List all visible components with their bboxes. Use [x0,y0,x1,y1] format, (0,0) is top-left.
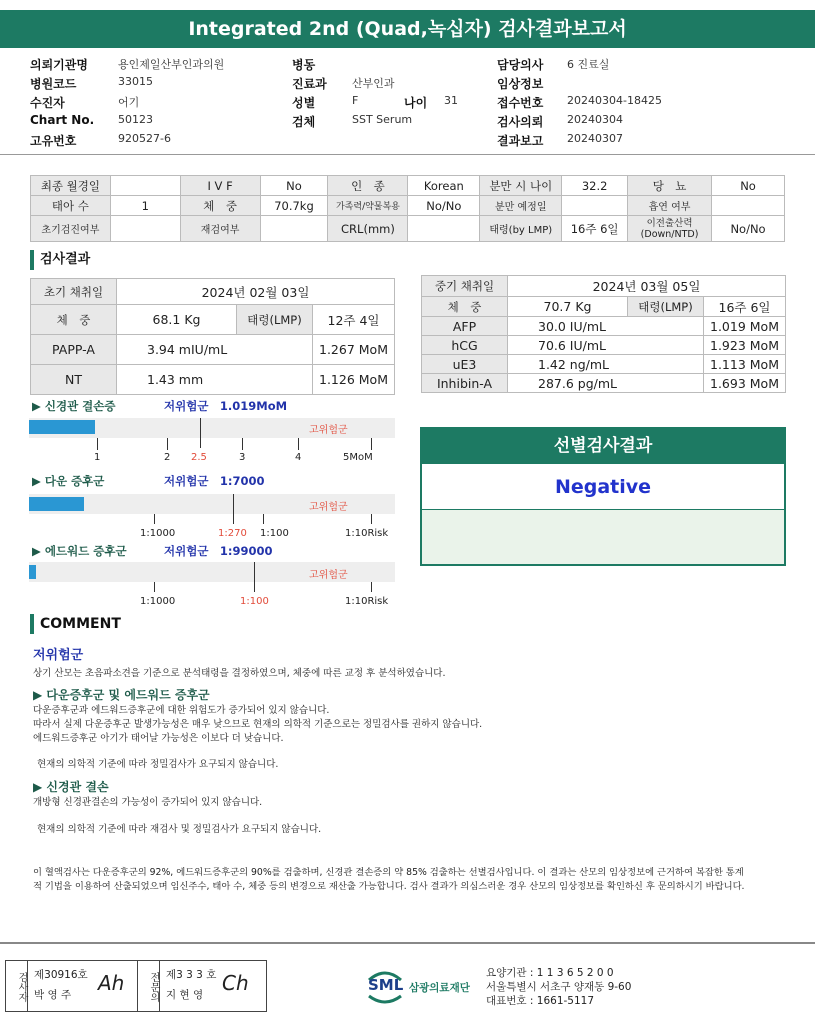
screening-title: 선별검사결과 [422,429,784,464]
tick-mark [371,582,372,592]
cell: 인 종 [328,176,408,196]
comment-down-title: ▶ 다운증후군 및 에드워드 증후군 [33,688,210,702]
edwards-tick: 1:1000 [140,596,176,607]
cell: 287.6 pg/mL [508,374,704,393]
info-value: 용인제일산부인과의원 [118,58,225,71]
cell: 1.113 MoM [704,355,786,374]
report-title: Integrated 2nd (Quad,녹십자) 검사결과보고서 [0,10,815,48]
info-label: 결과보고 [497,134,544,148]
screening-result: Negative [422,464,784,510]
examiner-license: 제30916호 [34,969,88,981]
info-value: SST Serum [352,113,413,126]
org-line: 서울특별시 서초구 양재동 9-60 [486,981,632,993]
cell: AFP [422,317,508,336]
tick-mark [154,514,155,524]
cell: No [712,176,785,196]
cell: 재검여부 [180,216,260,242]
comment-low-risk-text: 상기 산모는 초음파소견을 기준으로 분석태령을 결정하였으며, 체중에 따른 교정 후 분석하였습니다. [33,668,446,679]
cell: 체 중 [422,297,508,317]
cell: 16주 6일 [704,297,786,317]
cell: 태아 수 [31,196,111,216]
cell: 1.267 MoM [313,335,395,365]
comment-title: COMMENT [30,614,121,634]
edwards-tick: 1:10Risk [345,596,389,607]
tick-mark [371,438,372,450]
info-label: 병동 [292,58,316,72]
org-address [486,966,631,1008]
org-line: 대표번호 : 1661-5117 [486,995,595,1007]
down-tick: 1:270 [218,528,247,539]
comment-low-risk: 저위험군 [33,648,84,663]
cell: 1.923 MoM [704,336,786,355]
info-col-1 [30,56,280,151]
cell [260,216,328,242]
comment-ntd-title: ▶ 신경관 결손 [33,780,109,794]
footer-divider [0,942,815,944]
specialist-name: 지 현 영 [166,989,204,1001]
edwards-risk-title: ▶ 에드워드 증후군 [32,544,127,558]
ntd-tick: 4 [295,452,302,463]
comment-down-note: 현재의 의학적 기준에 따라 정밀검사가 요구되지 않습니다. [37,759,279,770]
cell [562,196,628,216]
info-col-2 [292,56,492,132]
org-line: 요양기관 : 1 1 3 6 5 2 0 0 [486,967,614,979]
down-tick: 1:1000 [140,528,176,539]
tick-mark [371,514,372,524]
cell: 흡연 여부 [628,196,712,216]
cell: 1.693 MoM [704,374,786,393]
results-title: 검사결과 [30,250,90,270]
cell: 가족력/약물복용 [328,196,408,216]
age-value: 31 [444,94,458,107]
first-trimester-table [30,278,395,395]
info-label: 검체 [292,115,316,129]
comment-down-line: 따라서 실제 다운증후군 발생가능성은 매우 낮으므로 현재의 의학적 기준으로는 정밀검사를 권하지 않습니다. [33,719,483,730]
cell: CRL(mm) [328,216,408,242]
examiner-signature: Ah [98,971,125,995]
cell: 16주 6일 [562,216,628,242]
cell: 1.019 MoM [704,317,786,336]
down-risk-bar [29,494,395,514]
edwards-risk-bar [29,562,395,582]
cell: 초기 채취일 [31,279,117,305]
cell: 70.7kg [260,196,328,216]
cell [712,196,785,216]
cell: I V F [180,176,260,196]
cell [110,176,180,196]
cell: NT [31,365,117,395]
info-label: 접수번호 [497,96,544,110]
org-name: 삼광의료재단 [409,982,470,994]
cell: No/No [712,216,785,242]
info-label: 의뢰기관명 [30,58,88,72]
examiner-name: 박 영 주 [34,989,72,1001]
info-label: 임상정보 [497,77,544,91]
cell: 70.7 Kg [508,297,628,317]
divider [0,154,815,155]
cell: 30.0 IU/mL [508,317,704,336]
signature-box [5,960,267,1012]
tick-mark [167,438,168,450]
ntd-risk-bar [29,418,395,438]
cell [110,216,180,242]
examiner-label: 검사자 [6,961,28,1011]
cutoff-line [254,562,255,592]
edwards-risk-result: 저위험군 1:99000 [164,544,273,558]
cell: 최종 월경일 [31,176,111,196]
cell: 태령(LMP) [237,305,313,335]
ntd-high-label: 고위험군 [309,425,348,436]
second-trimester-table [421,275,786,393]
cell: 2024년 02월 03일 [117,279,395,305]
down-high-label: 고위험군 [309,502,348,513]
screening-footer [422,510,784,564]
cell: 체 중 [180,196,260,216]
cell [408,216,480,242]
cell: 분만 시 나이 [480,176,562,196]
tick-mark [263,514,264,524]
info-label: 담당의사 [497,58,544,72]
comment-down-line: 에드워드증후군 아기가 태어날 가능성은 이보다 더 낮습니다. [33,733,284,744]
clinical-table [30,175,785,242]
specialist-label: 전문의 [138,961,160,1011]
cell: 체 중 [31,305,117,335]
cell: 태령(LMP) [628,297,704,317]
cell: 분만 예정일 [480,196,562,216]
cell: hCG [422,336,508,355]
specialist-signature: Ch [222,971,249,995]
tick-mark [242,438,243,450]
cell: No [260,176,328,196]
disclaimer-line: 적 기법을 이용하여 산출되었으며 임신주수, 태아 수, 체중 등의 변경으로 재산출 가능합니다. 검사 결과가 의심스러운 경우 산모의 임상정보를 확인하신 후 문의하시기 바랍니다. [33,881,745,892]
info-label: 성별 [292,96,316,110]
specialist-info [160,961,266,1011]
info-value: 20240304-18425 [567,94,662,107]
info-label: 검사의뢰 [497,115,544,129]
ntd-risk-title: ▶ 신경관 결손증 [32,399,116,413]
cell: 이전출산력 (Down/NTD) [628,216,712,242]
cell: 태령(by LMP) [480,216,562,242]
specialist-license: 제3 3 3 호 [166,969,217,981]
examiner-info [28,961,138,1011]
cell: 68.1 Kg [117,305,237,335]
info-value: 50123 [118,113,153,126]
info-value: F [352,94,359,107]
screening-box [420,427,786,566]
cell: uE3 [422,355,508,374]
info-label: 수진자 [30,96,65,110]
cell: 중기 채취일 [422,276,508,297]
info-label: 고유번호 [30,134,77,148]
cell: 1.126 MoM [313,365,395,395]
tick-mark [298,438,299,450]
info-label: 병원코드 [30,77,77,91]
disclaimer-line: 이 혈액검사는 다운증후군의 92%, 에드워드증후군의 90%를 검출하며, 신경관 결손증의 약 85% 검출하는 선별검사입니다. 이 결과는 산모의 임상정보에 근거하여 복잡한 통계 [33,867,744,878]
cell: No/No [408,196,480,216]
ntd-tick: 3 [239,452,246,463]
cell: 1 [110,196,180,216]
comment-ntd-line: 개방형 신경관결손의 가능성이 증가되어 있지 않습니다. [33,797,263,808]
tick-mark [154,582,155,592]
info-value: 33015 [118,75,153,88]
info-col-3 [497,56,797,151]
cell: 1.42 ng/mL [508,355,704,374]
info-value: 산부인과 [352,77,395,90]
sml-logo-text: SML [368,976,404,994]
edwards-risk-fill [29,565,36,579]
down-risk-fill [29,497,84,511]
cell: PAPP-A [31,335,117,365]
down-risk-result: 저위험군 1:7000 [164,474,265,488]
info-value: 20240307 [567,132,623,145]
cell: Inhibin-A [422,374,508,393]
ntd-tick: 1 [94,452,101,463]
comment-ntd-note: 현재의 의학적 기준에 따라 재검사 및 정밀검사가 요구되지 않습니다. [37,824,322,835]
cell: 1.43 mm [117,365,313,395]
info-label: Chart No. [30,113,95,127]
down-tick: 1:100 [260,528,289,539]
ntd-tick: 5MoM [343,452,373,463]
tick-mark [97,438,98,450]
down-tick: 1:10Risk [345,528,389,539]
edwards-tick: 1:100 [240,596,269,607]
info-value: 6 진료실 [567,58,610,71]
info-value: 920527-6 [118,132,171,145]
cell: Korean [408,176,480,196]
cell: 32.2 [562,176,628,196]
cell: 초기검진여부 [31,216,111,242]
cell: 2024년 03월 05일 [508,276,786,297]
cell: 당 뇨 [628,176,712,196]
info-value: 어기 [118,96,140,109]
ntd-tick: 2.5 [191,452,207,463]
info-value: 20240304 [567,113,623,126]
ntd-risk-result: 저위험군 1.019MoM [164,399,288,413]
down-risk-title: ▶ 다운 증후군 [32,474,105,488]
info-label: 진료과 [292,77,327,91]
cutoff-line [200,418,201,448]
age-label: 나이 [404,96,428,110]
cutoff-line [233,494,234,524]
ntd-risk-fill [29,420,95,434]
edwards-high-label: 고위험군 [309,570,348,581]
cell: 70.6 IU/mL [508,336,704,355]
comment-down-line: 다운증후군과 에드워드증후군에 대한 위험도가 증가되어 있지 않습니다. [33,705,330,716]
cell: 12주 4일 [313,305,395,335]
cell: 3.94 mIU/mL [117,335,313,365]
ntd-tick: 2 [164,452,171,463]
